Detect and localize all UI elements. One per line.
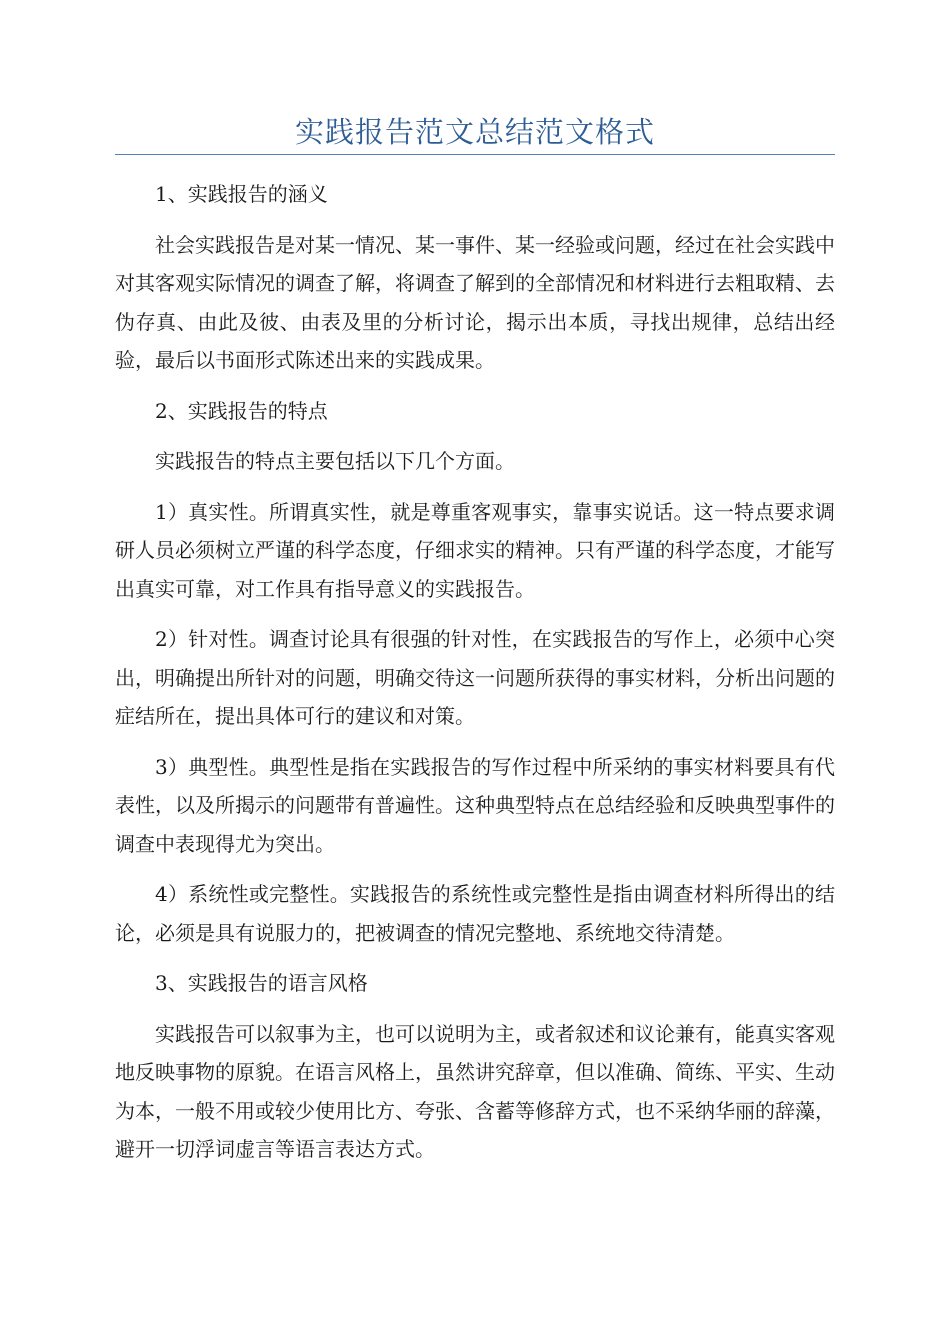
paragraph-authenticity: 1）真实性。所谓真实性，就是尊重客观事实，靠事实说话。这一特点要求调研人员必须树立严谨的科学态度，仔细求实的精神。只有严谨的科学态度，才能写出真实可靠，对工作具有指导意义的实践报告。 xyxy=(115,499,835,601)
document-body xyxy=(115,175,835,1181)
section-heading-language-style: 3、实践报告的语言风格 xyxy=(155,971,368,995)
section-heading-definition: 1、实践报告的涵义 xyxy=(155,182,328,206)
paragraph-pertinence: 2）针对性。调查讨论具有很强的针对性，在实践报告的写作上，必须中心突出，明确提出所针对的问题，明确交待这一问题所获得的事实材料，分析出问题的症结所在，提出具体可行的建议和对策。 xyxy=(115,627,835,728)
document-title: 实践报告范文总结范文格式 xyxy=(294,115,655,149)
title-underline xyxy=(115,154,835,155)
section-heading-features: 2、实践报告的特点 xyxy=(155,398,328,423)
paragraph-definition: 社会实践报告是对某一情况、某一事件、某一经验或问题，经过在社会实践中对其客观实际情况的调查了解，将调查了解到的全部情况和材料进行去粗取精、去伪存真、由此及彼、由表及里的分析讨论，揭示出本质，寻找出规律，总结出经验，最后以书面形式陈述出来的实践成果。 xyxy=(115,232,835,372)
paragraph-typicality: 3）典型性。典型性是指在实践报告的写作过程中所采纳的事实材料要具有代表性，以及所揭示的问题带有普遍性。这种典型特点在总结经验和反映典型事件的调查中表现得尤为突出。 xyxy=(115,754,835,856)
paragraph-systematic: 4）系统性或完整性。实践报告的系统性或完整性是指由调查材料所得出的结论，必须是具有说服力的，把被调查的情况完整地、系统地交待清楚。 xyxy=(115,882,835,945)
paragraph-language-style: 实践报告可以叙事为主，也可以说明为主，或者叙述和议论兼有，能真实客观地反映事物的原貌。在语言风格上，虽然讲究辞章，但以准确、简练、平实、生动为本，一般不用或较少使用比方、夸张、含蓄等修辞方式，也不采纳华丽的辞藻，避开一切浮词虚言等语言表达方式。 xyxy=(115,1021,835,1161)
paragraph-features-intro: 实践报告的特点主要包括以下几个方面。 xyxy=(155,449,515,473)
